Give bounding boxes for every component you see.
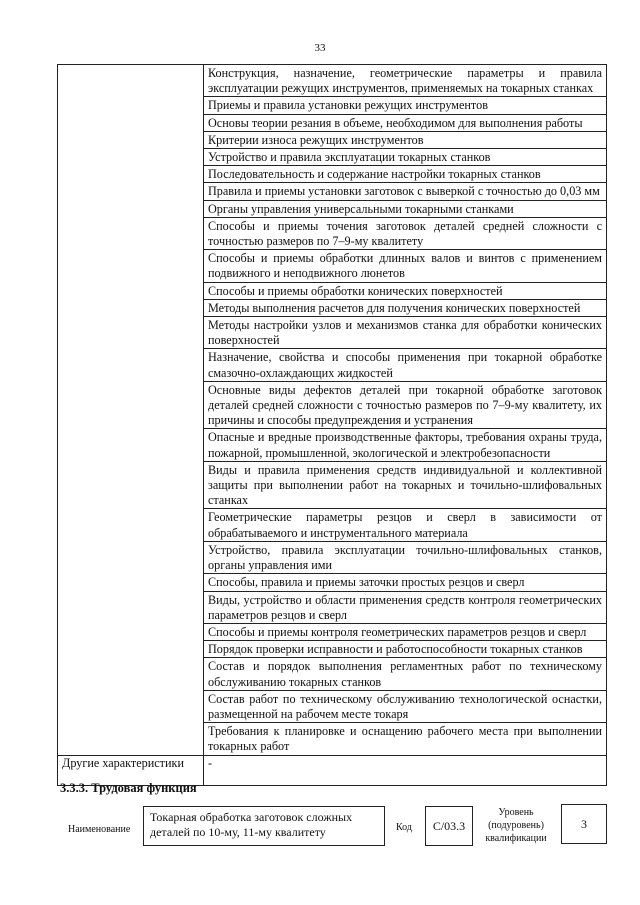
name-label: Наименование xyxy=(68,824,131,835)
knowledge-item: Основы теории резания в объеме, необходимом для выполнения работы xyxy=(204,114,607,131)
knowledge-item: Критерии износа режущих инструментов xyxy=(204,131,607,148)
qualification-level-value: 3 xyxy=(561,804,607,844)
code-label: Код xyxy=(396,822,412,833)
knowledge-item: Приемы и правила установки режущих инструментов xyxy=(204,97,607,114)
table-row xyxy=(58,65,607,97)
qualification-level-label: Уровень (подуровень) квалификации xyxy=(485,807,547,844)
knowledge-item: Методы выполнения расчетов для получения конических поверхностей xyxy=(204,299,607,316)
other-characteristics-value: - xyxy=(204,755,607,785)
other-characteristics-label: Другие характеристики xyxy=(58,755,204,785)
knowledge-item: Требования к планировке и оснащению рабочего места при выполнении токарных работ xyxy=(204,723,607,755)
knowledge-item: Конструкция, назначение, геометрические параметры и правила эксплуатации режущих инструментов, применяемых на токарных станках xyxy=(204,65,607,97)
knowledge-item: Способы и приемы контроля геометрических параметров резцов и сверл xyxy=(204,623,607,640)
knowledge-item: Способы, правила и приемы заточки простых резцов и сверл xyxy=(204,574,607,591)
code-value: C/03.3 xyxy=(425,806,473,846)
knowledge-item: Виды и правила применения средств индивидуальной и коллективной защиты при выполнении работ на токарных и точильно-шлифовальных станках xyxy=(204,461,607,509)
knowledge-item: Основные виды дефектов деталей при токарной обработке заготовок деталей средней сложности с точностью размеров по 7–9-му квалитету, их причины и способы предупреждения и устранения xyxy=(204,381,607,429)
knowledge-item: Виды, устройство и области применения средств контроля геометрических параметров резцов и сверл xyxy=(204,591,607,623)
knowledge-item: Состав и порядок выполнения регламентных работ по техническому обслуживанию токарных станков xyxy=(204,658,607,690)
knowledge-item: Органы управления универсальными токарными станками xyxy=(204,200,607,217)
knowledge-item: Состав работ по техническому обслуживанию технологической оснастки, размещенной на рабочем месте токаря xyxy=(204,690,607,722)
knowledge-item: Методы настройки узлов и механизмов станка для обработки конических поверхностей xyxy=(204,317,607,349)
row-label-empty xyxy=(58,65,204,756)
knowledge-item: Способы и приемы обработки длинных валов и винтов с применением подвижного и неподвижного люнетов xyxy=(204,250,607,282)
knowledge-item: Способы и приемы обработки конических поверхностей xyxy=(204,282,607,299)
knowledge-item: Устройство и правила эксплуатации токарных станков xyxy=(204,149,607,166)
knowledge-item: Геометрические параметры резцов и сверл в зависимости от обрабатываемого и инструментального материала xyxy=(204,509,607,541)
knowledge-item: Правила и приемы установки заготовок с выверкой с точностью до 0,03 мм xyxy=(204,183,607,200)
knowledge-item: Последовательность и содержание настройки токарных станков xyxy=(204,166,607,183)
page-number: 33 xyxy=(314,42,326,54)
section-title: 3.3.3. Трудовая функция xyxy=(60,781,197,795)
knowledge-item: Назначение, свойства и способы применения при токарной обработке смазочно-охлаждающих жидкостей xyxy=(204,349,607,381)
knowledge-item: Опасные и вредные производственные факторы, требования охраны труда, пожарной, промышленной, экологической и электробезопасности xyxy=(204,429,607,461)
knowledge-table xyxy=(57,64,607,786)
knowledge-item: Порядок проверки исправности и работоспособности токарных станков xyxy=(204,641,607,658)
knowledge-item: Устройство, правила эксплуатации точильно-шлифовальных станков, органы управления ими xyxy=(204,541,607,573)
knowledge-item: Способы и приемы точения заготовок деталей средней сложности с точностью размеров по 7–9-му квалитету xyxy=(204,217,607,249)
function-name-value: Токарная обработка заготовок сложных деталей по 10-му, 11-му квалитету xyxy=(143,806,385,846)
